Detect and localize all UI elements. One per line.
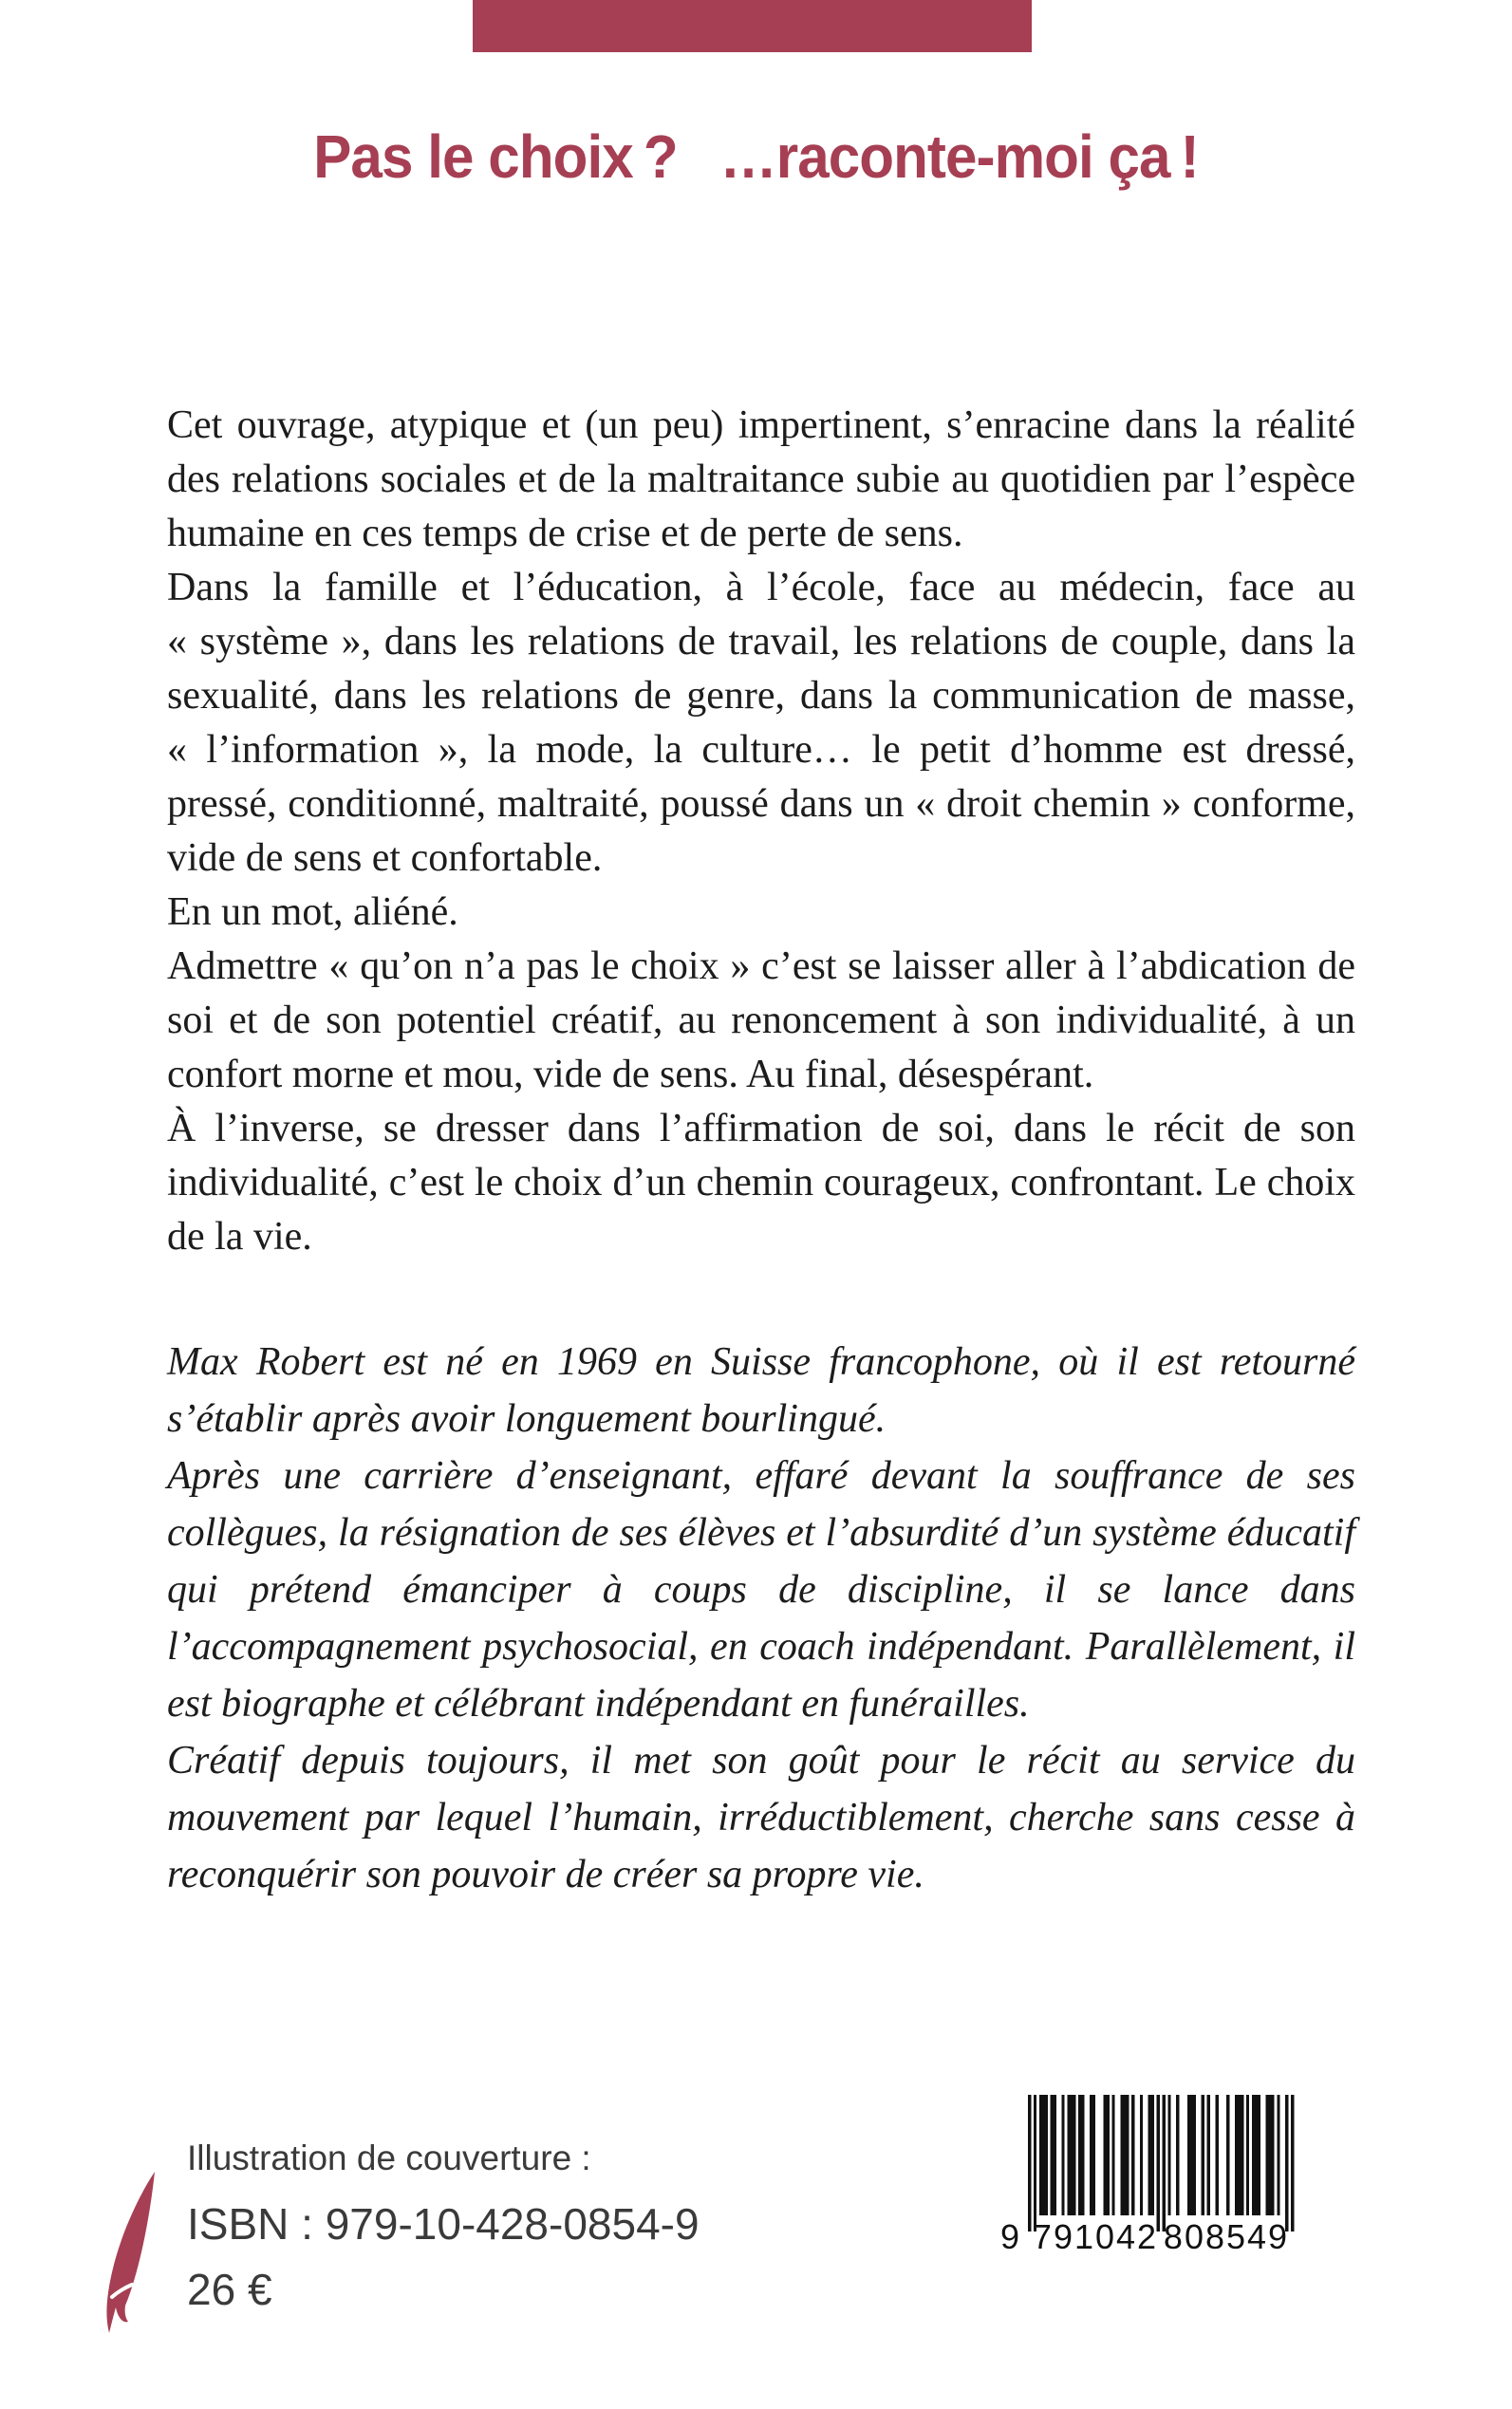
barcode-bar [1148, 2095, 1151, 2215]
barcode-bar [1092, 2095, 1095, 2215]
barcode-bar [1246, 2095, 1249, 2215]
price-label: 26 € [187, 2265, 272, 2314]
barcode-bar [1140, 2095, 1143, 2215]
barcode-bar [1054, 2095, 1056, 2215]
barcode-bar [1051, 2095, 1054, 2215]
paragraph: En un mot, aliéné. [167, 890, 458, 934]
barcode-bar [1120, 2095, 1123, 2215]
barcode-bar [1111, 2095, 1114, 2215]
paragraph: Admettre « qu’on n’a pas le choix » c’est se laisser aller à l’abdication de soi et de son potentiel créatif, au renoncement à son individualité, à un confort morne et mou, vide de sens. Au final, désespérant. [167, 944, 1355, 1096]
synopsis [167, 399, 1355, 1264]
barcode-bar [1268, 2095, 1271, 2215]
barcode-bar [1151, 2095, 1154, 2215]
barcode-bar [1291, 2095, 1294, 2232]
barcode-bar [1241, 2095, 1243, 2215]
barcode-bar [1045, 2095, 1048, 2215]
barcode-bar [1078, 2095, 1081, 2215]
barcode-bar [1271, 2095, 1274, 2215]
barcode-digits: 791042 [1032, 2217, 1159, 2255]
barcode-bar [1167, 2095, 1170, 2215]
book-title: Pas le choix ? …raconte-moi ça ! [313, 122, 1199, 191]
top-red-bar [473, 0, 1032, 52]
barcode-bar [1107, 2095, 1110, 2215]
barcode-bar [1067, 2095, 1070, 2215]
paragraph: Dans la famille et l’éducation, à l’école, face au médecin, face au « système », dans les relations de travail, les relations de couple, dans la sexualité, dans les relations de genre, dans la communication de masse, « l’information », la mode, la culture… le petit d’homme est dressé, pressé, conditionné, maltraité, poussé dans un « droit chemin » conforme, vide de sens et confortable. [167, 566, 1355, 880]
barcode-bar [1190, 2095, 1193, 2215]
author-bio [167, 1334, 1355, 1903]
ean13-barcode [987, 2094, 1300, 2255]
barcode-bar [1073, 2095, 1075, 2215]
barcode-bar [1028, 2095, 1031, 2232]
barcode-bar [1252, 2095, 1255, 2215]
feather-quill-icon [100, 2170, 160, 2337]
barcode-bar [1131, 2095, 1134, 2215]
barcode-bar [1126, 2095, 1129, 2215]
barcode-bar [1193, 2095, 1196, 2215]
barcode-digits: 808549 [1163, 2217, 1290, 2255]
barcode-bar [1235, 2095, 1238, 2215]
barcode-bar [1266, 2095, 1269, 2215]
illustration-credit-label: Illustration de couverture : [187, 2138, 591, 2177]
barcode-bar [1061, 2095, 1064, 2215]
barcode-bar [1215, 2095, 1218, 2215]
barcode-bar [1255, 2095, 1258, 2215]
barcode-bar [1081, 2095, 1084, 2215]
barcode-bar [1123, 2095, 1126, 2215]
barcode-bar [1176, 2095, 1179, 2215]
barcode-bar [1039, 2095, 1042, 2215]
barcode-bar [1034, 2095, 1036, 2232]
paragraph: Créatif depuis toujours, il met son goût pour le récit au service du mouvement par lequel l’humain, irréductiblement, cherche sans cesse à reconquérir son pouvoir de créer sa propre vie. [167, 1739, 1355, 1896]
paragraph: Cet ouvrage, atypique et (un peu) impertinent, s’enracine dans la réalité des relations sociales et de la maltraitance subie au quotidien par l’espèce humaine en ces temps de crise et de perte de sens. [167, 403, 1355, 555]
barcode-bar [1187, 2095, 1190, 2215]
barcode-bar [1070, 2095, 1073, 2215]
barcode-bar [1238, 2095, 1241, 2215]
barcode-bar [1157, 2095, 1160, 2232]
barcode-bar [1277, 2095, 1279, 2215]
barcode-bar [1207, 2095, 1210, 2215]
barcode-bar [1162, 2095, 1165, 2232]
paragraph: Max Robert est né en 1969 en Suisse francophone, où il est retourné s’établir après avoir longuement bourlingué. [167, 1340, 1355, 1441]
barcode-bar [1202, 2095, 1204, 2215]
barcode-bar [1258, 2095, 1260, 2215]
paragraph: À l’inverse, se dresser dans l’affirmation de soi, dans le récit de son individualité, c’est le choix d’un chemin courageux, confrontant. Le choix de la vie. [167, 1107, 1355, 1259]
barcode-bar [1285, 2095, 1288, 2232]
credits-block [187, 2138, 700, 2316]
barcode-bar [1226, 2095, 1229, 2215]
isbn-label: ISBN : 979-10-428-0854-9 [187, 2199, 700, 2249]
barcode-bar [1042, 2095, 1045, 2215]
barcode-bar [1104, 2095, 1107, 2215]
barcode-bar [1090, 2095, 1092, 2215]
paragraph: Après une carrière d’enseignant, effaré devant la souffrance de ses collègues, la résignation de ses élèves et l’absurdité d’un système éducatif qui prétend émanciper à coups de discipline, il se lance dans l’accompagnement psychosocial, en coach indépendant. Parallèlement, il est biographe et célébrant indépendant en funérailles. [167, 1454, 1355, 1726]
barcode-digits: 9 [999, 2217, 1021, 2255]
